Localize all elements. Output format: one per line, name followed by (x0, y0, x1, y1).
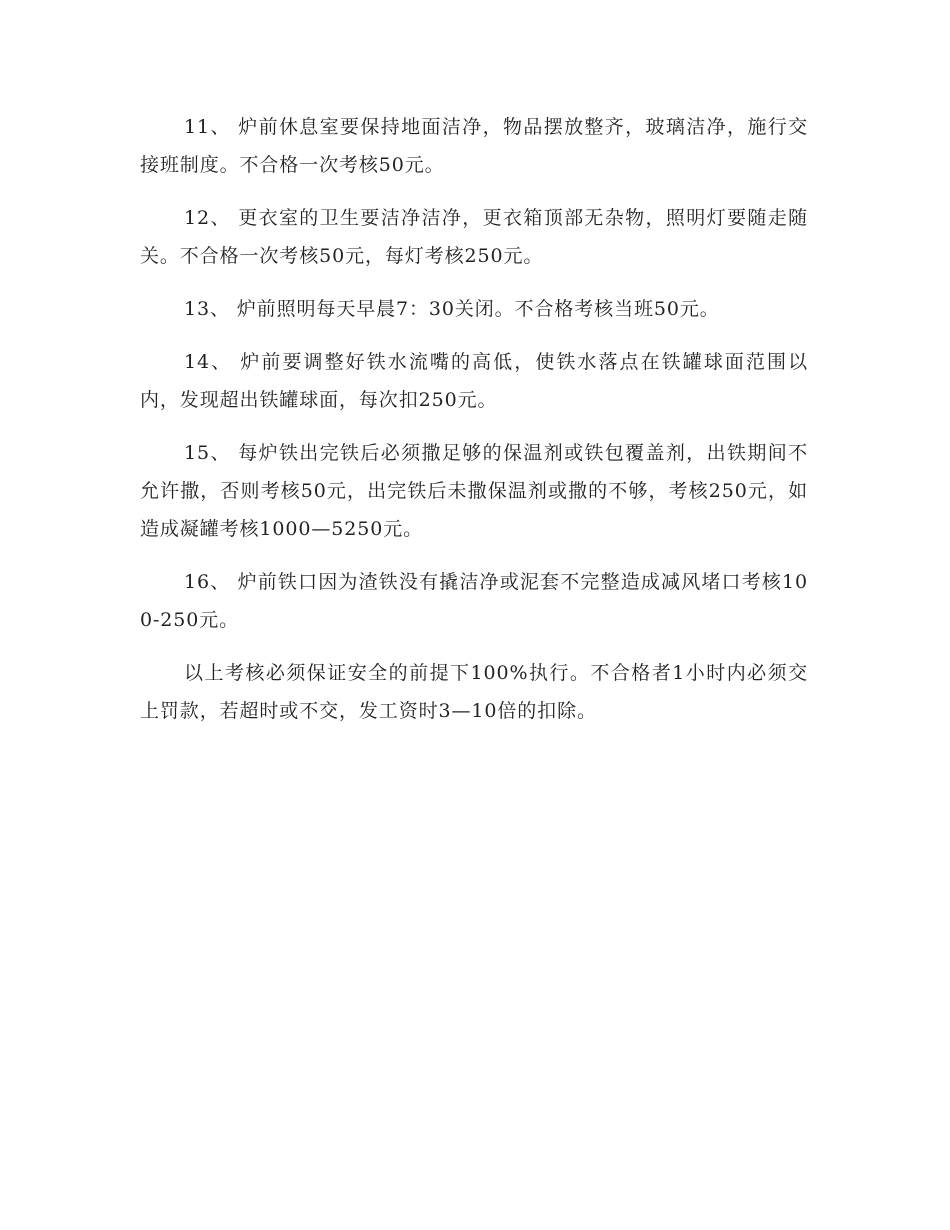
rule-paragraph-13: 13、 炉前照明每天早晨7：30关闭。不合格考核当班50元。 (184, 298, 720, 320)
rule-paragraph-14: 14、 炉前要调整好铁水流嘴的高低，使铁水落点在铁罐球面范围以内，发现超出铁罐球面，每次扣250元。 (140, 351, 808, 411)
closing-paragraph: 以上考核必须保证安全的前提下100%执行。不合格者1小时内必须交上罚款，若超时或不交，发工资时3—10倍的扣除。 (140, 662, 808, 722)
rule-paragraph-15: 15、 每炉铁出完铁后必须撒足够的保温剂或铁包覆盖剂，出铁期间不允许撒，否则考核50元，出完铁后未撒保温剂或撒的不够，考核250元，如造成凝罐考核1000—5250元。 (140, 442, 808, 540)
rule-paragraph-11: 11、 炉前休息室要保持地面洁净，物品摆放整齐，玻璃洁净，施行交接班制度。不合格一次考核50元。 (140, 116, 808, 176)
rule-paragraph-12: 12、 更衣室的卫生要洁净洁净，更衣箱顶部无杂物，照明灯要随走随关。不合格一次考核50元，每灯考核250元。 (140, 207, 808, 267)
document-body (140, 108, 808, 745)
rule-paragraph-16: 16、 炉前铁口因为渣铁没有撬洁净或泥套不完整造成减风堵口考核100-250元。 (140, 571, 808, 631)
